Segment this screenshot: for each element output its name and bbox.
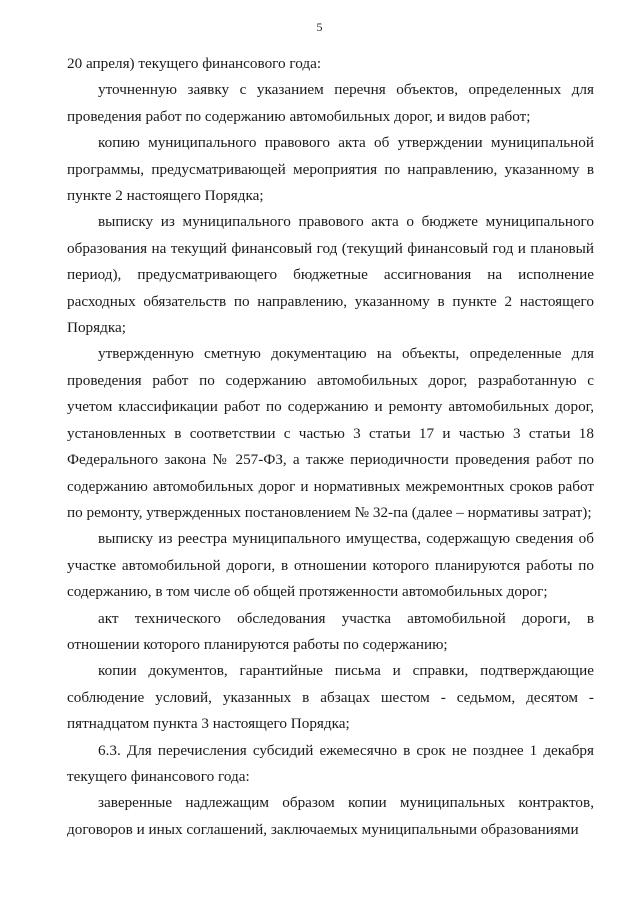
paragraph-section-6-3: 6.3. Для перечисления субсидий ежемесячно в срок не позднее 1 декабря текущего финансового года: [67, 741, 594, 785]
document-body [67, 51, 594, 843]
paragraph-inspection-act: акт технического обследования участка автомобильной дороги, в отношении которого планируются работы по содержанию; [67, 609, 594, 653]
page-number: 5 [316, 20, 323, 34]
paragraph-refined-application: уточненную заявку с указанием перечня объектов, определенных для проведения работ по содержанию автомобильных дорог, и видов работ; [67, 81, 594, 125]
paragraph-property-registry-extract: выписку из реестра муниципального имущества, содержащую сведения об участке автомобильной дороги, в отношении которого планируются работы по содержанию, в том числе об общей протяженности автомобильных дорог; [67, 530, 594, 601]
paragraph-estimate-documentation: утвержденную сметную документацию на объекты, определенные для проведения работ по содержанию автомобильных дорог, разработанную с учетом классификации работ по содержанию и ремонту автомобильных дорог, установленных в соответствии с частью 3 статьи 17 и частью 3 статьи 18 Федерального закона № 257-ФЗ, а также периодичности проведения работ по содержанию автомобильных дорог и нормативных межремонтных сроков работ по ремонту, утвержденных постановлением № 32-па (далее – нормативы затрат); [67, 345, 594, 521]
paragraph-certified-contracts: заверенные надлежащим образом копии муниципальных контрактов, договоров и иных соглашений, заключаемых муниципальными образованиями [67, 794, 594, 838]
paragraph-program-act-copy: копию муниципального правового акта об утверждении муниципальной программы, предусматривающей мероприятия по направлению, указанному в пункте 2 настоящего Порядка; [67, 134, 594, 205]
paragraph-budget-act-extract: выписку из муниципального правового акта о бюджете муниципального образования на текущий финансовый год (текущий финансовый год и плановый период), предусматривающего бюджетные ассигнования на исполнение расходных обязательств по направлению, указанному в пункте 2 настоящего Порядка; [67, 213, 594, 337]
paragraph-supporting-documents: копии документов, гарантийные письма и справки, подтверждающие соблюдение условий, указанных в абзацах шестом - седьмом, десятом - пятнадцатом пункта 3 настоящего Порядка; [67, 662, 594, 733]
paragraph-continuation: 20 апреля) текущего финансового года: [67, 55, 322, 72]
